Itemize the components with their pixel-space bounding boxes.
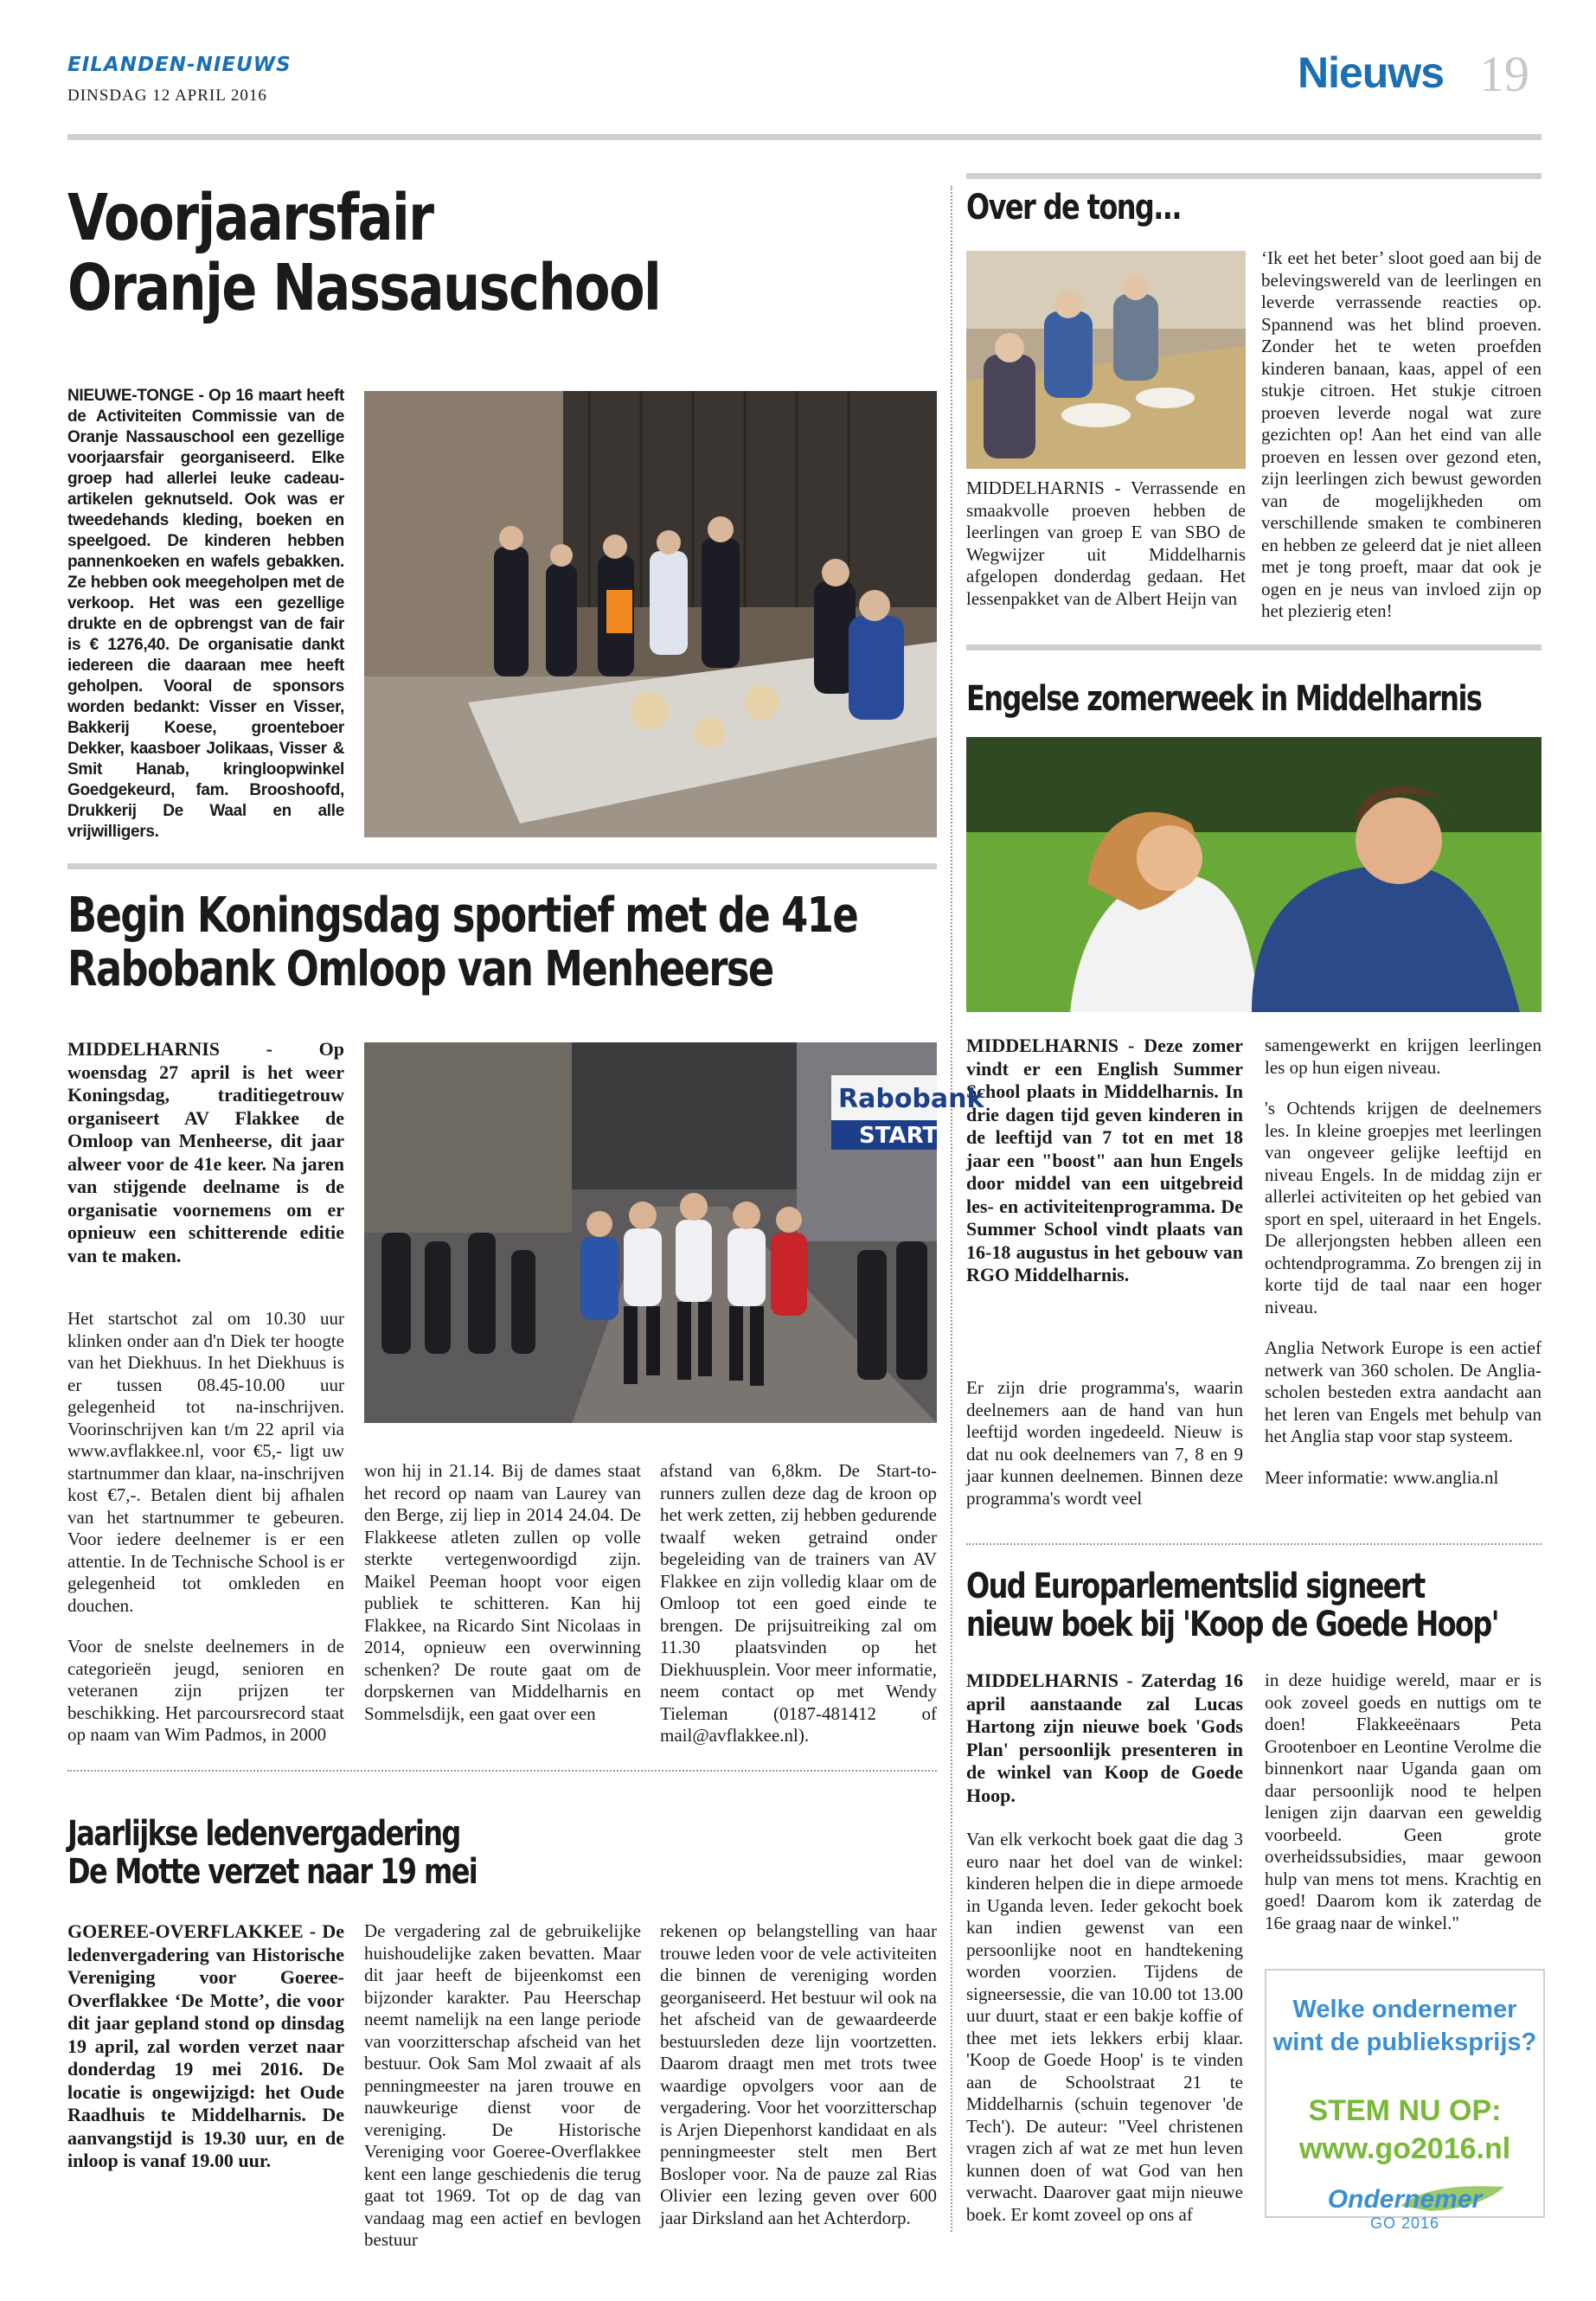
article-lead: GOEREE-OVERFLAKKEE - De ledenvergadering van Historische Vereniging voor Goeree-Overflakkee ‘De Motte’, die voor dit jaar gepland stond op dinsdag 19 april, zal worden verzet naar donderdag 19 mei 2016. De locatie is ongewijzigd: het Oude Raadhuis te Middelharnis. De aanvangstijd is 19.30 uur, en de inloop is vanaf 19.00 uur. [67,1920,344,2171]
article-column: De vergadering zal de gebruikelijke huishoudelijke zaken bevatten. Maar dit jaar heeft de bijeenkomst een bijzonder karakter. Pau Heerschap neemt namelijk na een lange periode van voorzitterschap afscheid van het bestuur. Ook Sam Mol zwaait af als penningmeester na jaren trouwe en nauwkeurige dienst voor de vereniging. De Historische Vereniging voor Goeree-Overflakkee kent een lange geschiedenis die terug gaat tot 1969. Tot op de dag van vandaag mag een actief en bevlogen bestuur [364,1920,641,2250]
page-number: 19 [1479,46,1529,102]
article-column: Er zijn drie programma's, waarin deelnemers aan de hand van hun leeftijd worden ingedeeld. Nieuw is dat nu ook deelnemers van 7, 8 en 9 jaar kunnen deelnemen. Binnen deze programma's wordt veel [966,1377,1243,1509]
article-headline: Oud Europarlementslid signeert nieuw boek bij 'Koop de Goede Hoop' [966,1567,1498,1644]
article-column: ‘Ik eet het beter’ sloot goed aan bij de belevingswereld van de leerlingen en leverde verrassende reacties op. Spannend was het blind proeven. Zonder het te weten proefden kinderen banaan, kaas, appel of een stukje citroen. Het stukje citroen proeven leverde nogal wat zure gezichten op! Aan het eind van alle proeven en lessen over gezond eten, zijn leerlingen zich bewust geworden van de mogelijkheden om verschillende smaken te combineren en hebben ze geleerd dat je niet alleen met je tong proeft, maar dat ook je ogen en je neus van invloed zijn op het plezierig eten! [1261,247,1542,621]
advertisement-box[interactable] [1265,1969,1545,2232]
article-headline: Begin Koningsdag sportief met de 41e Rabobank Omloop van Menheerse [67,888,858,997]
article-headline: Engelse zomerweek in Middelharnis [966,679,1482,719]
article-rule [966,173,1542,179]
article-column: won hij in 21.14. Bij de dames staat het record op naam van Laurey van den Berge, zij liep in 2014 24.04. De Flakkeese atleten zullen op volle sterkte vertegenwoordigd zijn. Maikel Peeman hoopt voor eigen publiek te schitteren. Kan hij Flakkee, na Ricardo Sint Nicolaas in 2014, opnieuw een overwinning schenken? De route gaat om de dorpskernen van Middelharnis en Sommelsdijk, een gaat over een [364,1460,641,1724]
ad-logo-sub: GO 2016 [1369,2214,1440,2232]
tasting-class-photo [966,251,1246,469]
article-rule [966,644,1542,651]
article-column: Van elk verkocht boek gaat die dag 3 euro naar het doel van de winkel: kinderen helpen die in diepe armoede in Uganda leven. Ieder gekocht boek kan indien gewenst van een persoonlijke noot en handtekening worden voorzien. Tijdens de signeersessie, die van 10.00 tot 13.00 uur duurt, staat er een bakje koffie of thee met iets lekkers erbij klaar. 'Koop de Goede Hoop' is te vinden aan de Schoolstraat 21 te Middelharnis (schuin tegenover 'de Tech'). De auteur: "Veel christenen vragen zich af wat ze met hun leven kunnen doen of wat God van hen verwacht. Daarover gaat mijn nieuwe boek. Er komt zoveel op ons af [966,1829,1243,2225]
article-headline: Voorjaarsfair Oranje Nassauschool [67,181,661,326]
ad-logo-word: Ondernemer [1327,2185,1483,2214]
newspaper-logo: EILANDEN-NIEUWS [67,54,292,76]
info-link: Meer informatie: www.anglia.nl [1265,1466,1499,1488]
header-rule [67,134,1542,140]
svg-text:Rabobank: Rabobank [838,1084,984,1114]
article-rule [67,863,937,869]
ad-vote-call[interactable]: STEM NU OP: www.go2016.nl [1298,2094,1511,2165]
article-column: samengewerkt en krijgen leerlingen les op hun eigen niveau. 's Ochtends krijgen de deelnemers les. In kleine groepjes met leerlingen van ongeveer gelijke leeftijd en niveau Engels. In de middag zijn er allerlei activiteiten op het gebied van sport en spel, uiteraard in het Engels. De allerjongsten hebben alleen een ochtendprogramma. Zo brengen zij in korte tijd de taal naar een hoger niveau. Anglia Network Europe is een actief netwerk van 360 scholen. De Anglia-scholen besteden extra aandacht aan het leren van Engels met behulp van het Anglia stap voor stap systeem. Meer informatie: www.anglia.nl [1265,1035,1542,1488]
article-lead: MIDDELHARNIS - Zaterdag 16 april aanstaande zal Lucas Hartong zijn nieuwe boek 'Gods Plan' persoonlijk presenteren in de winkel van Koop de Goede Hoop. [966,1670,1243,1806]
article-column: MIDDELHARNIS - Verrassende en smaakvolle proeven hebben de leerlingen van groep E van SBO de Wegwijzer uit Middelharnis afgelopen donderdag gedaan. Het lessenpakket van de Albert Heijn van [966,478,1246,609]
school-fair-photo [364,391,937,837]
race-start-photo [364,1042,984,1423]
ondernemer-logo [1266,2185,1543,2233]
column-divider [951,186,952,2232]
issue-date: DINSDAG 12 APRIL 2016 [67,87,267,105]
ad-question: Welke ondernemer wint de publieksprijs? [1272,1996,1537,2056]
summer-school-photo [966,737,1542,1012]
article-column: Het startschot zal om 10.30 uur klinken onder aan d'n Diek ter hoogte van het Diekhuus. In het Diekhuus is er tussen 08.45-10.00 uur gelegenheid tot na-inschrijven. Voorinschrijven kan t/m 22 april via www.avflakkee.nl, voor €5,- ligt uw startnummer dan klaar, na-inschrijven kost €7,-. Betalen dient bij afhalen van het startnummer te gebeuren. Voor iedere deelnemer is er een attentie. In de Technische School is er gelegenheid tot omkleden en douchen. Voor de snelste deelnemers in de categorieën jeugd, senioren en veteranen zijn prijzen ter beschikking. Het parcoursrecord staat op naam van Wim Padmos, in 2000 [67,1308,344,1745]
svg-text:START: START [859,1123,939,1149]
article-headline: Jaarlijkse ledenvergadering De Motte verzet naar 19 mei [67,1814,478,1892]
article-divider [966,1543,1542,1545]
article-column: afstand van 6,8km. De Start-to-runners zullen deze dag de kroon op het werk zetten, zij hebben gedurende twaalf weken getraind onder begeleiding van de trainers van AV Flakkee en zijn volledig klaar om de Omloop tot een goed einde te brengen. De prijsuitreiking zal om 11.30 plaatsvinden op het Diekhuusplein. Voor meer informatie, neem contact op met Wendy Tieleman (0187-481412 of mail@avflakkee.nl). [660,1460,937,1746]
article-column: rekenen op belangstelling van haar trouwe leden voor de vele activiteiten die binnen de vereniging worden georganiseerd. Het bestuur wil ook na het afscheid van de gewaardeerde bestuursleden deze lijn voortzetten. Daarom draagt men met trots twee waardige opvolgers voor aan de vergadering. Voor het voorzitterschap is Arjen Diepenhorst kandidaat en als penningmeester stelt men Bert Bosloper voor. Na de pauze zal Rias Olivier een lezing geven over 600 jaar Dirksland aan het Achterdorp. [660,1920,937,2228]
article-lead: MIDDELHARNIS - Deze zomer vindt er een English Summer School plaats in Middelharnis. In drie dagen tijd geven kinderen in de leeftijd van 7 tot en met 18 jaar een "boost" aan hun Engels door middel van een uitgebreid les- en activiteitenprogramma. De Summer School vindt plaats van 16-18 augustus in het gebouw van RGO Middelharnis. [966,1035,1243,1285]
article-lead: NIEUWE-TONGE - Op 16 maart heeft de Activiteiten Commissie van de Oranje Nassauschool een gezellige voorjaarsfair georganiseerd. Elke groep had allerlei leuke cadeau-artikelen geknutseld. Ook was er tweedehands kleding, boeken en speelgoed. De kinderen hebben pannenkoeken en wafels gebakken. Ze hebben ook meegeholpen met de verkoop. Het was een gezellige drukte en de opbrengst van de fair is € 1276,40. De organisatie dankt iedereen die daaraan mee heeft geholpen. Vooral de sponsors worden bedankt: Visser en Visser, Bakkerij Koese, groenteboer Dekker, kaasboer Jolikaas, Visser & Smit Hanab, kringloopwinkel Goedgekeurd, fam. Brooshoofd, Drukkerij De Waal en alle vrijwilligers. [67,387,344,841]
article-headline: Over de tong... [966,188,1181,228]
article-column: in deze huidige wereld, maar er is ook zoveel goeds en nuttigs om te doen! Flakkeeënaars Peta Grootenboer en Leontine Verolme die binnenkort naar Uganda gaan om daar persoonlijk nood te helpen lenigen zijn daarvan een geweldig voorbeeld. Geen grote overheidssubsidies, maar gewoon hulp van mens tot mens. Krachtig en goed! Daarom kom ik zaterdag de 16e graag naar de winkel." [1265,1670,1542,1933]
section-title: Nieuws [1298,48,1445,97]
article-lead: MIDDELHARNIS - Op woensdag 27 april is het weer Koningsdag, traditiegetrouw organiseert AV Flakkee de Omloop van Menheerse, dit jaar alweer voor de 41e keer. Na jaren van stijgende deelname is de organisatie voornemens om er opnieuw een schitterende editie van te maken. [67,1038,344,1266]
article-divider [67,1770,937,1772]
